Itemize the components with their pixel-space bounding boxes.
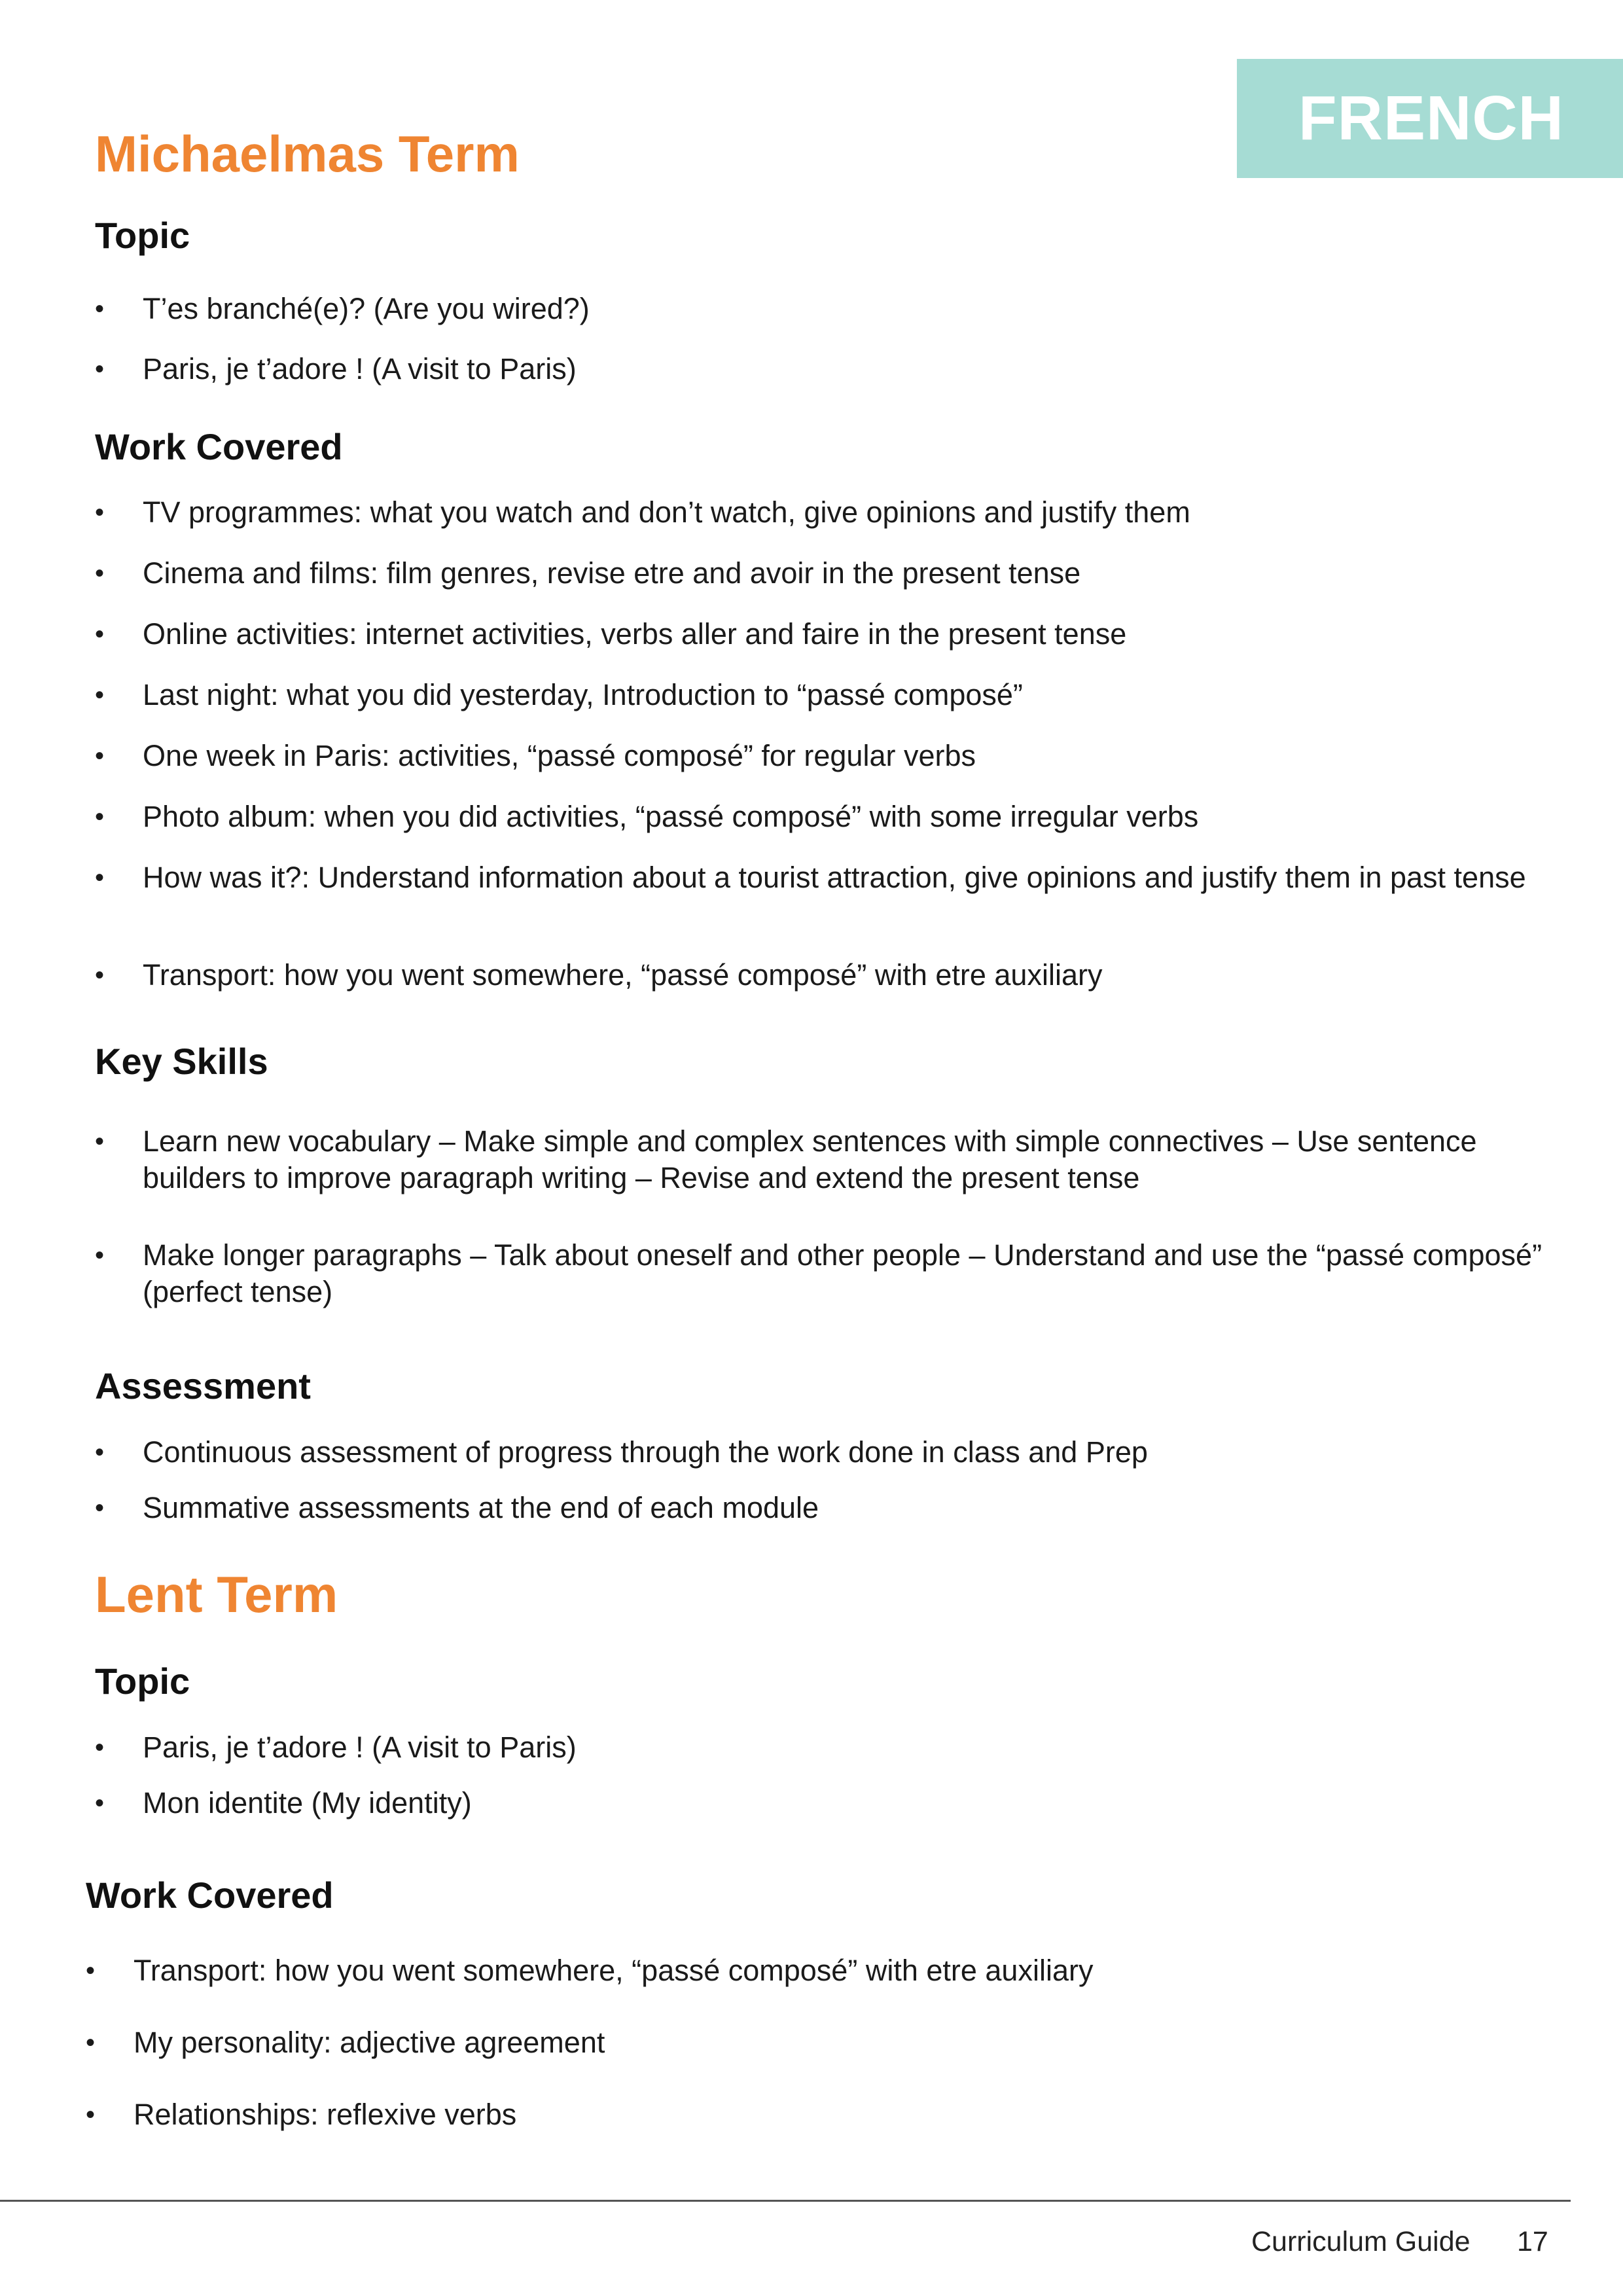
michaelmas-skills-heading: Key Skills bbox=[95, 1041, 268, 1082]
list-item: • Relationships: reflexive verbs bbox=[86, 2096, 1571, 2133]
list-item: • Online activities: internet activities, verbs aller and faire in the present tense bbox=[95, 616, 1580, 653]
footer-label: Curriculum Guide bbox=[1251, 2226, 1471, 2257]
page-number: 17 bbox=[1517, 2226, 1548, 2257]
list-item: • Summative assessments at the end of each module bbox=[95, 1490, 1580, 1526]
list-item: • Paris, je t’adore ! (A visit to Paris) bbox=[95, 351, 1580, 387]
lent-work-heading: Work Covered bbox=[86, 1874, 334, 1916]
list-item: • Paris, je t’adore ! (A visit to Paris) bbox=[95, 1729, 1580, 1766]
list-item: • One week in Paris: activities, “passé composé” for regular verbs bbox=[95, 738, 1580, 774]
list-item: • Photo album: when you did activities, “passé composé” with some irregular verbs bbox=[95, 798, 1580, 835]
footer-divider bbox=[0, 2200, 1571, 2202]
list-item: • Make longer paragraphs – Talk about oneself and other people – Understand and use the “passé composé” (perfect tense) bbox=[95, 1237, 1580, 1310]
list-item: • Mon identite (My identity) bbox=[95, 1785, 1580, 1821]
michaelmas-assessment-heading: Assessment bbox=[95, 1365, 311, 1407]
michaelmas-topic-heading: Topic bbox=[95, 215, 190, 256]
list-item: • Cinema and films: film genres, revise etre and avoir in the present tense bbox=[95, 555, 1580, 592]
list-item: • T’es branché(e)? (Are you wired?) bbox=[95, 291, 1580, 327]
michaelmas-term-title: Michaelmas Term bbox=[95, 125, 520, 183]
list-item: • Learn new vocabulary – Make simple and complex sentences with simple connectives – Use sentence builders to improve paragraph writing – Revise and extend the present tense bbox=[95, 1123, 1580, 1196]
list-item: • Continuous assessment of progress through the work done in class and Prep bbox=[95, 1434, 1580, 1471]
lent-topic-heading: Topic bbox=[95, 1660, 190, 1702]
michaelmas-work-heading: Work Covered bbox=[95, 426, 343, 467]
list-item: • How was it?: Understand information about a tourist attraction, give opinions and justify them in past tense bbox=[95, 859, 1580, 896]
list-item: • Transport: how you went somewhere, “passé composé” with etre auxiliary bbox=[95, 957, 1580, 994]
subject-tab: FRENCH bbox=[1237, 59, 1623, 178]
list-item: • Transport: how you went somewhere, “passé composé” with etre auxiliary bbox=[86, 1952, 1571, 1989]
lent-term-title: Lent Term bbox=[95, 1566, 338, 1623]
list-item: • TV programmes: what you watch and don’t watch, give opinions and justify them bbox=[95, 494, 1580, 531]
list-item: • Last night: what you did yesterday, Introduction to “passé composé” bbox=[95, 677, 1580, 713]
list-item: • My personality: adjective agreement bbox=[86, 2024, 1571, 2061]
